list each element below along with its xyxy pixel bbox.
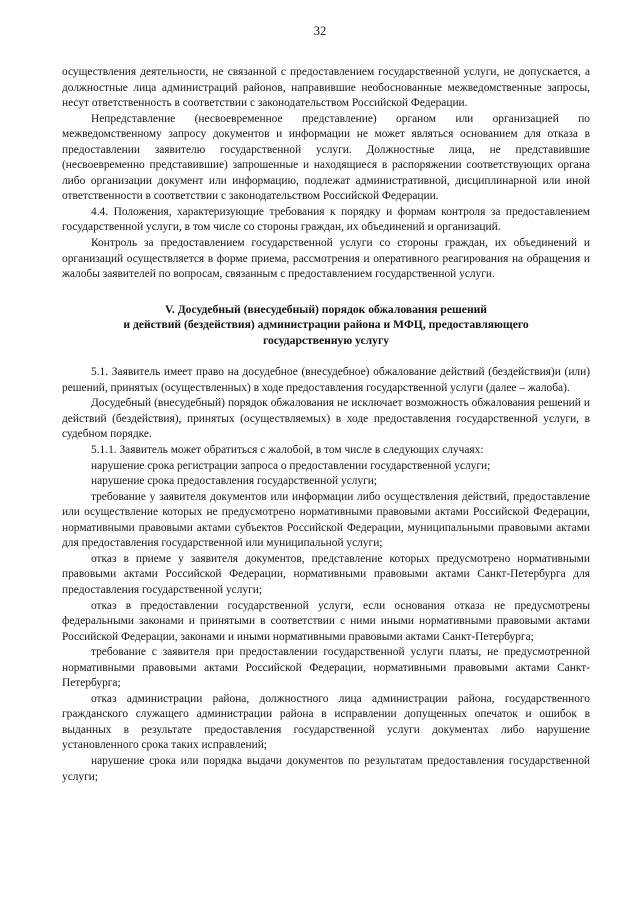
paragraph: осуществления деятельности, не связанной с предоставлением государственной услуги, не допускается, а должностные лица администраций районов, направившие необоснованные межведомственные запросы, несут ответственность в соответствии с законодательством Российской Федерации. [62, 66, 590, 110]
paragraph: требование с заявителя при предоставлении государственной услуги платы, не предусмотренной нормативными правовыми актами Российской Федерации, нормативными правовыми актами Санкт-Петербурга; [62, 646, 590, 690]
paragraph: нарушение срока регистрации запроса о предоставлении государственной услуги; [91, 459, 491, 472]
section-heading-line: и действий (бездействия) администрации района и МФЦ, предоставляющего [123, 318, 529, 332]
paragraph: 4.4. Положения, характеризующие требования к порядку и формам контроля за предоставлением государственной услуги, в том числе со стороны граждан, их объединений и организаций. [62, 205, 590, 234]
paragraph: отказ в предоставлении государственной услуги, если основания отказа не предусмотрены федеральными законами и принятыми в соответствии с ними иными нормативными правовыми актами Российской Федерации, законами и иными нормативными правовыми актами Санкт-Петербурга; [62, 599, 590, 643]
paragraph: Непредставление (несвоевременное представление) органом или организацией по межведомственному запросу документов и информации не может являться основанием для отказа в предоставлении заявителю государственной услуги. Должностные лица, не представившие (несвоевременно представившие) запрошенные и находящиеся в распоряжении соответствующих органа либо организации документ или информацию, подлежат административной, дисциплинарной или иной ответственности в соответствии с законодательством Российской Федерации. [62, 112, 590, 203]
page-content [62, 65, 590, 785]
paragraph: 5.1. Заявитель имеет право на досудебное (внесудебное) обжалование действий (бездействия)и (или) решений, принятых (осуществленных) в ходе предоставления государственной услуги (далее – жалоба). [62, 366, 590, 394]
section-heading-line: государственную услугу [262, 333, 390, 347]
paragraph: Контроль за предоставлением государственной услуги со стороны граждан, их объединений и организаций осуществляется в форме приема, рассмотрения и оперативного реагирования на обращения и жалобы заявителей по вопросам, связанным с предоставлением государственной услуги. [62, 237, 590, 281]
paragraph: отказ администрации района, должностного лица администрации района, государственного гражданского служащего администрации района в исправлении допущенных опечаток и ошибок в выданных в результате предоставления государственной услуги документах либо нарушение установленного срока таких исправлений; [62, 692, 590, 752]
paragraph: 5.1.1. Заявитель может обратиться с жалобой, в том числе в следующих случаях: [91, 444, 484, 457]
paragraph: нарушение срока предоставления государственной услуги; [91, 475, 378, 488]
paragraph: отказ в приеме у заявителя документов, представление которых предусмотрено нормативными правовыми актами Российской Федерации, нормативными правовыми актами Санкт-Петербурга для предоставления государственной услуги; [62, 552, 590, 596]
paragraph: нарушение срока или порядка выдачи документов по результатам предоставления государственной услуги; [62, 754, 590, 783]
paragraph: требование у заявителя документов или информации либо осуществления действий, предоставление или осуществление которых не предусмотрено нормативными правовыми актами Российской Федерации, нормативными правовыми актами субъектов Российской Федерации, муниципальными правовыми актами для предоставления государственной или муниципальной услуги; [62, 490, 590, 550]
paragraph: Досудебный (внесудебный) порядок обжалования не исключает возможность обжалования решений и действий (бездействия), принятых (осуществляемых) в ходе предоставления государственной услуги, в судебном порядке. [62, 397, 590, 441]
page-number: 32 [313, 24, 327, 38]
section-heading [62, 302, 590, 349]
section-heading-line: V. Досудебный (внесудебный) порядок обжалования решений [165, 302, 487, 316]
